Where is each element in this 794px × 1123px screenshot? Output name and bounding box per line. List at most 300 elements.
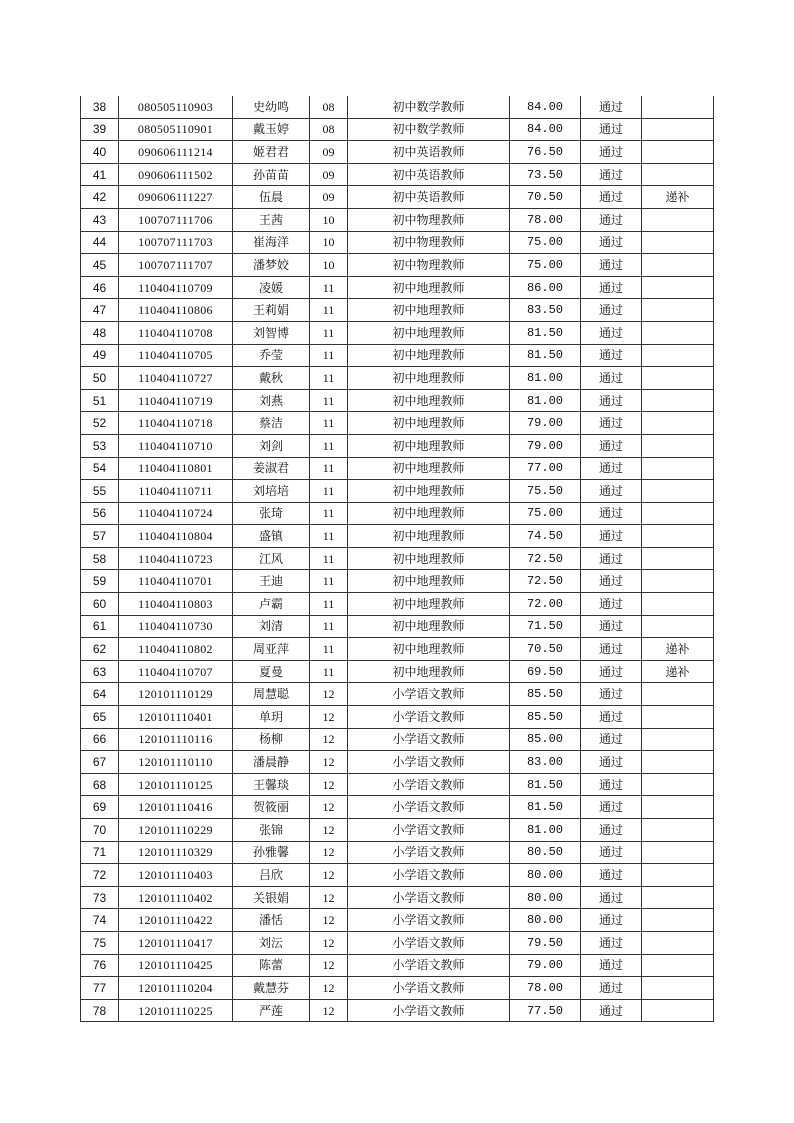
candidate-id-cell: 120101110225 <box>119 999 233 1022</box>
sequence-number-cell: 67 <box>81 751 119 774</box>
result-cell: 通过 <box>581 977 642 1000</box>
candidate-name-cell: 王馨琰 <box>233 773 310 796</box>
score-cell: 85.50 <box>510 683 581 706</box>
result-cell: 通过 <box>581 299 642 322</box>
table-row <box>81 502 714 525</box>
position-code-cell: 12 <box>310 706 348 729</box>
result-cell: 通过 <box>581 480 642 503</box>
candidate-id-cell: 110404110804 <box>119 525 233 548</box>
result-cell: 通过 <box>581 954 642 977</box>
table-row <box>81 321 714 344</box>
candidate-name-cell: 戴玉婷 <box>233 118 310 141</box>
result-cell: 通过 <box>581 276 642 299</box>
sequence-number-cell: 73 <box>81 886 119 909</box>
table-row <box>81 299 714 322</box>
position-name-cell: 小学语文教师 <box>348 819 510 842</box>
table-row <box>81 660 714 683</box>
position-code-cell: 11 <box>310 434 348 457</box>
table-row <box>81 615 714 638</box>
sequence-number-cell: 40 <box>81 141 119 164</box>
candidate-id-cell: 080505110903 <box>119 96 233 118</box>
position-name-cell: 小学语文教师 <box>348 864 510 887</box>
candidate-id-cell: 110404110719 <box>119 389 233 412</box>
sequence-number-cell: 62 <box>81 638 119 661</box>
result-cell: 通过 <box>581 751 642 774</box>
position-name-cell: 初中英语教师 <box>348 141 510 164</box>
candidate-name-cell: 潘梦姣 <box>233 254 310 277</box>
result-cell: 通过 <box>581 321 642 344</box>
candidate-id-cell: 110404110730 <box>119 615 233 638</box>
position-code-cell: 12 <box>310 864 348 887</box>
candidate-id-cell: 100707111707 <box>119 254 233 277</box>
score-cell: 83.00 <box>510 751 581 774</box>
candidate-name-cell: 刘沄 <box>233 931 310 954</box>
position-code-cell: 11 <box>310 547 348 570</box>
result-cell: 通过 <box>581 457 642 480</box>
note-cell <box>642 118 714 141</box>
position-code-cell: 11 <box>310 593 348 616</box>
note-cell <box>642 141 714 164</box>
position-name-cell: 小学语文教师 <box>348 954 510 977</box>
score-cell: 70.50 <box>510 186 581 209</box>
candidate-id-cell: 120101110116 <box>119 728 233 751</box>
position-code-cell: 11 <box>310 276 348 299</box>
candidate-id-cell: 110404110707 <box>119 660 233 683</box>
position-name-cell: 初中地理教师 <box>348 502 510 525</box>
table-row <box>81 389 714 412</box>
sequence-number-cell: 58 <box>81 547 119 570</box>
position-code-cell: 12 <box>310 886 348 909</box>
sequence-number-cell: 57 <box>81 525 119 548</box>
position-code-cell: 11 <box>310 367 348 390</box>
table-row <box>81 638 714 661</box>
score-cell: 79.00 <box>510 434 581 457</box>
table-row <box>81 886 714 909</box>
candidate-id-cell: 120101110110 <box>119 751 233 774</box>
sequence-number-cell: 56 <box>81 502 119 525</box>
candidate-name-cell: 江风 <box>233 547 310 570</box>
position-name-cell: 小学语文教师 <box>348 931 510 954</box>
position-code-cell: 11 <box>310 344 348 367</box>
position-code-cell: 09 <box>310 186 348 209</box>
result-cell: 通过 <box>581 118 642 141</box>
score-cell: 81.50 <box>510 773 581 796</box>
result-cell: 通过 <box>581 570 642 593</box>
position-name-cell: 小学语文教师 <box>348 977 510 1000</box>
candidate-name-cell: 刘智博 <box>233 321 310 344</box>
candidate-id-cell: 110404110803 <box>119 593 233 616</box>
note-cell <box>642 412 714 435</box>
candidate-name-cell: 张锦 <box>233 819 310 842</box>
candidate-id-cell: 120101110125 <box>119 773 233 796</box>
score-cell: 78.00 <box>510 977 581 1000</box>
note-cell <box>642 367 714 390</box>
position-code-cell: 11 <box>310 480 348 503</box>
position-code-cell: 12 <box>310 819 348 842</box>
note-cell <box>642 254 714 277</box>
candidate-id-cell: 110404110705 <box>119 344 233 367</box>
candidate-name-cell: 卢霸 <box>233 593 310 616</box>
candidate-id-cell: 110404110711 <box>119 480 233 503</box>
score-cell: 73.50 <box>510 163 581 186</box>
note-cell <box>642 163 714 186</box>
table-row <box>81 999 714 1022</box>
table-row <box>81 931 714 954</box>
position-code-cell: 11 <box>310 570 348 593</box>
note-cell <box>642 909 714 932</box>
note-cell <box>642 728 714 751</box>
candidate-name-cell: 刘清 <box>233 615 310 638</box>
note-cell <box>642 751 714 774</box>
position-name-cell: 初中物理教师 <box>348 254 510 277</box>
table-row <box>81 977 714 1000</box>
sequence-number-cell: 52 <box>81 412 119 435</box>
candidate-name-cell: 王莉娟 <box>233 299 310 322</box>
candidate-id-cell: 100707111706 <box>119 208 233 231</box>
score-cell: 70.50 <box>510 638 581 661</box>
table-row <box>81 412 714 435</box>
note-cell <box>642 796 714 819</box>
position-code-cell: 10 <box>310 208 348 231</box>
position-name-cell: 初中物理教师 <box>348 208 510 231</box>
candidate-id-cell: 110404110718 <box>119 412 233 435</box>
position-name-cell: 小学语文教师 <box>348 841 510 864</box>
note-cell <box>642 773 714 796</box>
result-cell: 通过 <box>581 389 642 412</box>
result-cell: 通过 <box>581 999 642 1022</box>
sequence-number-cell: 60 <box>81 593 119 616</box>
position-name-cell: 初中地理教师 <box>348 593 510 616</box>
note-cell <box>642 434 714 457</box>
result-cell: 通过 <box>581 819 642 842</box>
note-cell <box>642 931 714 954</box>
candidate-name-cell: 陈蕾 <box>233 954 310 977</box>
score-cell: 84.00 <box>510 118 581 141</box>
table-row <box>81 118 714 141</box>
sequence-number-cell: 64 <box>81 683 119 706</box>
table-row <box>81 547 714 570</box>
sequence-number-cell: 41 <box>81 163 119 186</box>
sequence-number-cell: 45 <box>81 254 119 277</box>
score-cell: 75.00 <box>510 502 581 525</box>
note-cell <box>642 502 714 525</box>
note-cell <box>642 999 714 1022</box>
candidate-id-cell: 110404110724 <box>119 502 233 525</box>
note-cell <box>642 231 714 254</box>
position-code-cell: 08 <box>310 96 348 118</box>
position-code-cell: 11 <box>310 299 348 322</box>
results-table-body <box>81 96 714 1022</box>
table-row <box>81 570 714 593</box>
table-row <box>81 231 714 254</box>
candidate-name-cell: 伍晨 <box>233 186 310 209</box>
candidate-name-cell: 孙苗苗 <box>233 163 310 186</box>
table-row <box>81 434 714 457</box>
table-row <box>81 367 714 390</box>
score-cell: 75.00 <box>510 231 581 254</box>
note-cell <box>642 480 714 503</box>
note-cell <box>642 570 714 593</box>
candidate-id-cell: 110404110710 <box>119 434 233 457</box>
score-cell: 81.50 <box>510 796 581 819</box>
sequence-number-cell: 39 <box>81 118 119 141</box>
result-cell: 通过 <box>581 886 642 909</box>
candidate-id-cell: 080505110901 <box>119 118 233 141</box>
result-cell: 通过 <box>581 931 642 954</box>
position-name-cell: 初中地理教师 <box>348 434 510 457</box>
candidate-id-cell: 120101110422 <box>119 909 233 932</box>
sequence-number-cell: 46 <box>81 276 119 299</box>
sequence-number-cell: 47 <box>81 299 119 322</box>
position-name-cell: 初中地理教师 <box>348 547 510 570</box>
result-cell: 通过 <box>581 434 642 457</box>
position-code-cell: 12 <box>310 999 348 1022</box>
score-cell: 85.50 <box>510 706 581 729</box>
table-row <box>81 728 714 751</box>
result-cell: 通过 <box>581 615 642 638</box>
result-cell: 通过 <box>581 864 642 887</box>
sequence-number-cell: 63 <box>81 660 119 683</box>
note-cell <box>642 593 714 616</box>
note-cell: 递补 <box>642 186 714 209</box>
score-cell: 75.50 <box>510 480 581 503</box>
candidate-name-cell: 潘恬 <box>233 909 310 932</box>
candidate-id-cell: 120101110425 <box>119 954 233 977</box>
candidate-id-cell: 120101110403 <box>119 864 233 887</box>
candidate-id-cell: 110404110806 <box>119 299 233 322</box>
sequence-number-cell: 59 <box>81 570 119 593</box>
note-cell <box>642 977 714 1000</box>
note-cell <box>642 96 714 118</box>
candidate-name-cell: 杨柳 <box>233 728 310 751</box>
result-cell: 通过 <box>581 412 642 435</box>
sequence-number-cell: 70 <box>81 819 119 842</box>
position-name-cell: 初中地理教师 <box>348 638 510 661</box>
candidate-name-cell: 凌媛 <box>233 276 310 299</box>
sequence-number-cell: 75 <box>81 931 119 954</box>
sequence-number-cell: 44 <box>81 231 119 254</box>
score-cell: 71.50 <box>510 615 581 638</box>
note-cell <box>642 547 714 570</box>
sequence-number-cell: 42 <box>81 186 119 209</box>
position-code-cell: 12 <box>310 728 348 751</box>
candidate-name-cell: 周亚萍 <box>233 638 310 661</box>
score-cell: 81.00 <box>510 819 581 842</box>
position-name-cell: 初中地理教师 <box>348 525 510 548</box>
note-cell <box>642 525 714 548</box>
position-code-cell: 10 <box>310 254 348 277</box>
position-name-cell: 初中地理教师 <box>348 660 510 683</box>
score-cell: 84.00 <box>510 96 581 118</box>
position-code-cell: 11 <box>310 615 348 638</box>
note-cell <box>642 615 714 638</box>
position-name-cell: 初中地理教师 <box>348 389 510 412</box>
position-name-cell: 初中地理教师 <box>348 615 510 638</box>
position-code-cell: 12 <box>310 954 348 977</box>
note-cell <box>642 276 714 299</box>
position-name-cell: 小学语文教师 <box>348 909 510 932</box>
result-cell: 通过 <box>581 96 642 118</box>
candidate-name-cell: 王迪 <box>233 570 310 593</box>
position-code-cell: 09 <box>310 163 348 186</box>
sequence-number-cell: 78 <box>81 999 119 1022</box>
candidate-name-cell: 姬君君 <box>233 141 310 164</box>
table-row <box>81 796 714 819</box>
position-name-cell: 初中数学教师 <box>348 118 510 141</box>
candidate-name-cell: 单玥 <box>233 706 310 729</box>
position-name-cell: 小学语文教师 <box>348 773 510 796</box>
table-row <box>81 954 714 977</box>
table-row <box>81 773 714 796</box>
result-cell: 通过 <box>581 660 642 683</box>
position-name-cell: 初中地理教师 <box>348 367 510 390</box>
candidate-name-cell: 崔海洋 <box>233 231 310 254</box>
table-row <box>81 480 714 503</box>
candidate-id-cell: 100707111703 <box>119 231 233 254</box>
table-row <box>81 751 714 774</box>
note-cell <box>642 299 714 322</box>
position-name-cell: 初中地理教师 <box>348 321 510 344</box>
position-code-cell: 11 <box>310 412 348 435</box>
position-code-cell: 12 <box>310 683 348 706</box>
table-row <box>81 593 714 616</box>
candidate-id-cell: 120101110401 <box>119 706 233 729</box>
score-cell: 83.50 <box>510 299 581 322</box>
result-cell: 通过 <box>581 502 642 525</box>
score-cell: 80.50 <box>510 841 581 864</box>
candidate-name-cell: 贺筱丽 <box>233 796 310 819</box>
candidate-id-cell: 090606111227 <box>119 186 233 209</box>
sequence-number-cell: 76 <box>81 954 119 977</box>
candidate-name-cell: 夏曼 <box>233 660 310 683</box>
note-cell <box>642 683 714 706</box>
score-cell: 79.00 <box>510 954 581 977</box>
candidate-name-cell: 戴秋 <box>233 367 310 390</box>
result-cell: 通过 <box>581 141 642 164</box>
position-code-cell: 11 <box>310 638 348 661</box>
score-cell: 72.50 <box>510 570 581 593</box>
result-cell: 通过 <box>581 163 642 186</box>
note-cell <box>642 321 714 344</box>
position-code-cell: 12 <box>310 931 348 954</box>
table-row <box>81 841 714 864</box>
candidate-id-cell: 120101110229 <box>119 819 233 842</box>
position-code-cell: 12 <box>310 841 348 864</box>
candidate-id-cell: 110404110709 <box>119 276 233 299</box>
candidate-id-cell: 090606111214 <box>119 141 233 164</box>
table-row <box>81 683 714 706</box>
candidate-id-cell: 110404110701 <box>119 570 233 593</box>
candidate-name-cell: 刘培培 <box>233 480 310 503</box>
note-cell: 递补 <box>642 638 714 661</box>
result-cell: 通过 <box>581 231 642 254</box>
candidate-name-cell: 姜淑君 <box>233 457 310 480</box>
note-cell <box>642 864 714 887</box>
result-cell: 通过 <box>581 728 642 751</box>
candidate-id-cell: 120101110329 <box>119 841 233 864</box>
result-cell: 通过 <box>581 208 642 231</box>
candidate-id-cell: 110404110708 <box>119 321 233 344</box>
table-row <box>81 208 714 231</box>
candidate-name-cell: 吕欣 <box>233 864 310 887</box>
position-name-cell: 小学语文教师 <box>348 683 510 706</box>
sequence-number-cell: 69 <box>81 796 119 819</box>
candidate-name-cell: 孙雅馨 <box>233 841 310 864</box>
position-code-cell: 11 <box>310 525 348 548</box>
score-cell: 72.50 <box>510 547 581 570</box>
position-name-cell: 初中地理教师 <box>348 276 510 299</box>
candidate-id-cell: 120101110204 <box>119 977 233 1000</box>
position-code-cell: 12 <box>310 977 348 1000</box>
table-row <box>81 96 714 118</box>
candidate-name-cell: 史幼鸣 <box>233 96 310 118</box>
result-cell: 通过 <box>581 593 642 616</box>
position-code-cell: 11 <box>310 321 348 344</box>
score-cell: 76.50 <box>510 141 581 164</box>
score-cell: 81.00 <box>510 367 581 390</box>
table-row <box>81 706 714 729</box>
note-cell <box>642 841 714 864</box>
candidate-name-cell: 蔡洁 <box>233 412 310 435</box>
position-name-cell: 小学语文教师 <box>348 796 510 819</box>
score-cell: 81.50 <box>510 344 581 367</box>
table-row <box>81 525 714 548</box>
position-name-cell: 初中数学教师 <box>348 96 510 118</box>
position-name-cell: 初中地理教师 <box>348 570 510 593</box>
candidate-name-cell: 刘剑 <box>233 434 310 457</box>
sequence-number-cell: 68 <box>81 773 119 796</box>
result-cell: 通过 <box>581 909 642 932</box>
sequence-number-cell: 61 <box>81 615 119 638</box>
score-cell: 74.50 <box>510 525 581 548</box>
score-cell: 86.00 <box>510 276 581 299</box>
sequence-number-cell: 72 <box>81 864 119 887</box>
table-row <box>81 909 714 932</box>
table-row <box>81 457 714 480</box>
candidate-id-cell: 120101110402 <box>119 886 233 909</box>
score-cell: 81.00 <box>510 389 581 412</box>
candidate-id-cell: 120101110417 <box>119 931 233 954</box>
sequence-number-cell: 38 <box>81 96 119 118</box>
position-name-cell: 小学语文教师 <box>348 728 510 751</box>
candidate-name-cell: 严莲 <box>233 999 310 1022</box>
note-cell <box>642 706 714 729</box>
result-cell: 通过 <box>581 683 642 706</box>
score-cell: 80.00 <box>510 864 581 887</box>
candidate-id-cell: 110404110801 <box>119 457 233 480</box>
candidate-id-cell: 120101110416 <box>119 796 233 819</box>
position-name-cell: 初中地理教师 <box>348 299 510 322</box>
score-cell: 79.00 <box>510 412 581 435</box>
score-cell: 72.00 <box>510 593 581 616</box>
table-row <box>81 864 714 887</box>
candidate-name-cell: 周慧聪 <box>233 683 310 706</box>
result-cell: 通过 <box>581 367 642 390</box>
result-cell: 通过 <box>581 773 642 796</box>
sequence-number-cell: 48 <box>81 321 119 344</box>
candidate-name-cell: 王茜 <box>233 208 310 231</box>
candidate-name-cell: 戴慧芬 <box>233 977 310 1000</box>
position-code-cell: 12 <box>310 751 348 774</box>
sequence-number-cell: 49 <box>81 344 119 367</box>
result-cell: 通过 <box>581 841 642 864</box>
position-name-cell: 小学语文教师 <box>348 751 510 774</box>
position-name-cell: 初中物理教师 <box>348 231 510 254</box>
score-cell: 69.50 <box>510 660 581 683</box>
position-code-cell: 09 <box>310 141 348 164</box>
result-cell: 通过 <box>581 638 642 661</box>
sequence-number-cell: 51 <box>81 389 119 412</box>
